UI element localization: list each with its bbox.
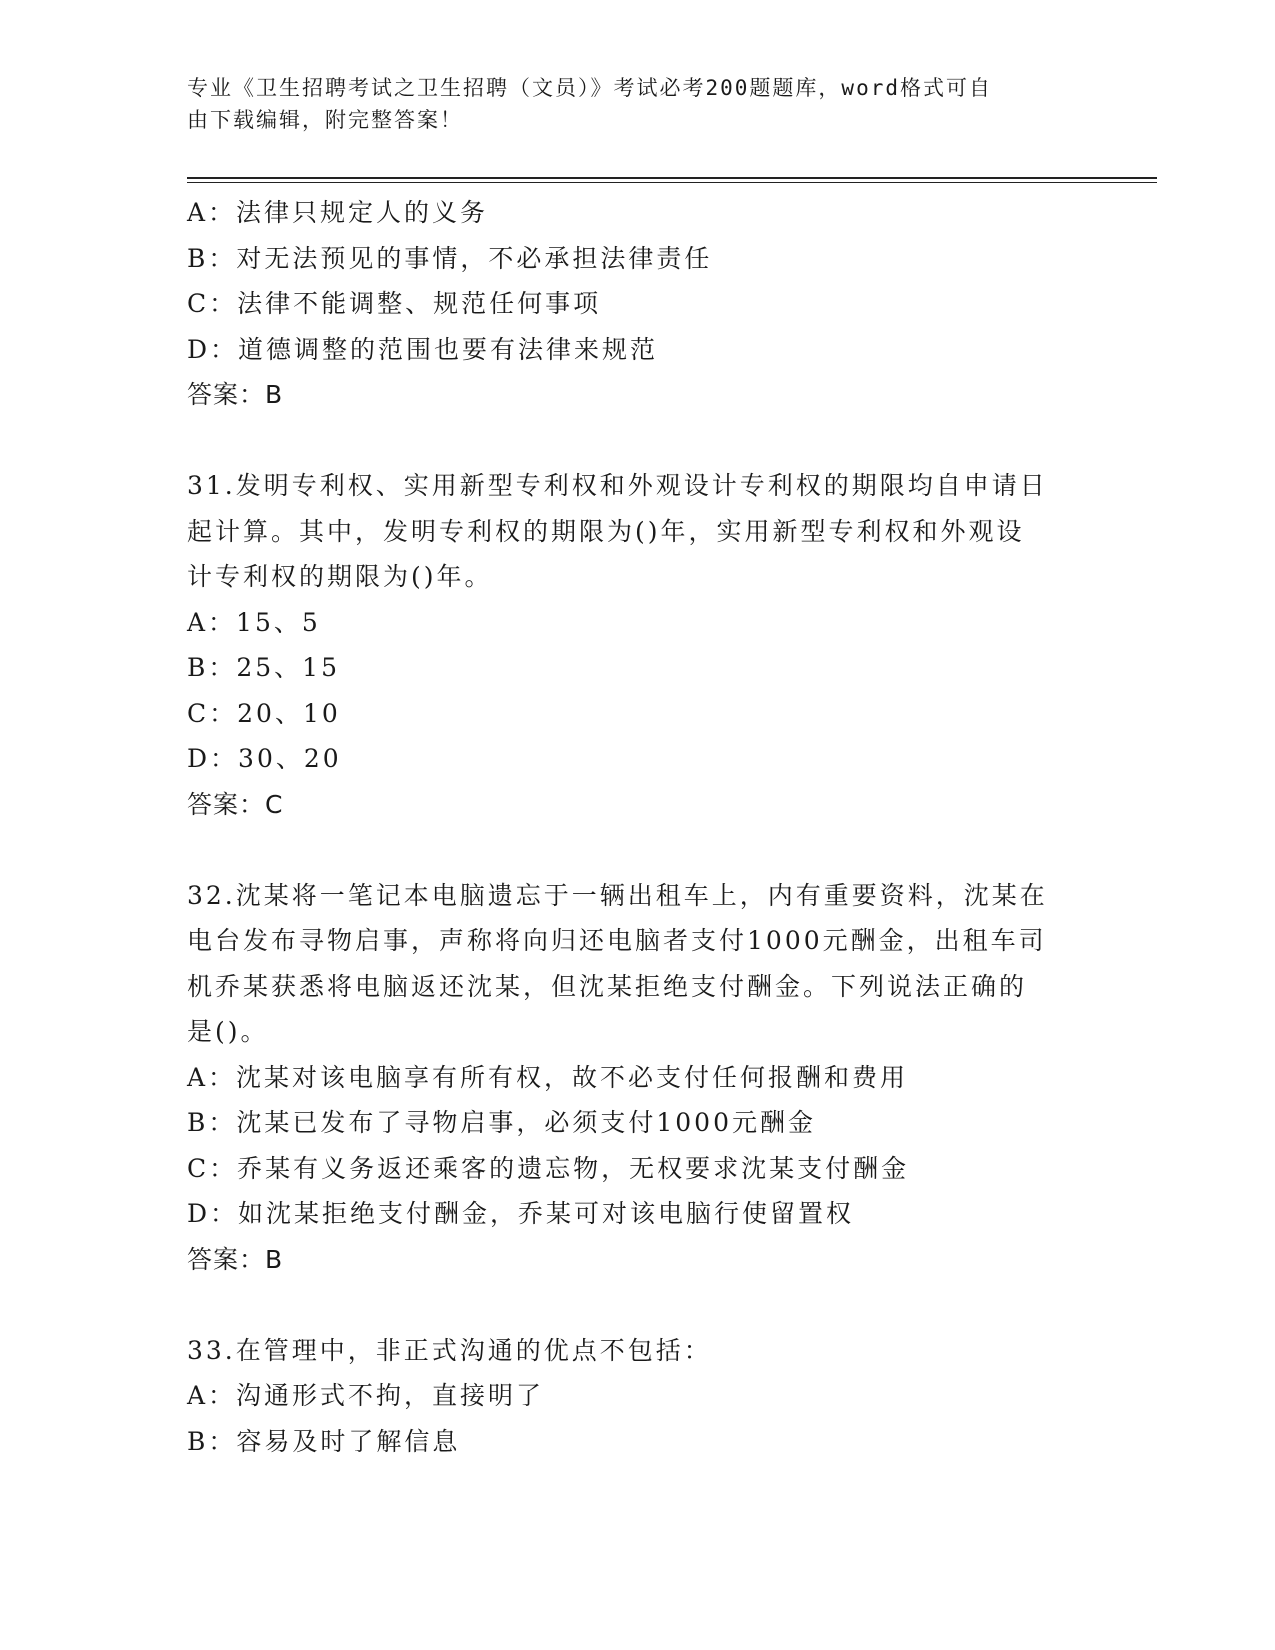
option-c: C：20、10 xyxy=(187,698,341,728)
header-line-2: 由下载编辑，附完整答案！ xyxy=(187,108,463,132)
stem-line: 计专利权的期限为()年。 xyxy=(187,562,493,591)
option-a: A：15、5 xyxy=(187,607,321,637)
stem-line: 是()。 xyxy=(187,1017,269,1046)
option-c: C：乔某有义务返还乘客的遗忘物，无权要求沈某支付酬金 xyxy=(187,1153,910,1183)
option-a: A：法律只规定人的义务 xyxy=(187,198,489,227)
question-stem xyxy=(187,463,1087,600)
question-33 xyxy=(187,1328,1087,1465)
option-a: A：沟通形式不拘，直接明了 xyxy=(187,1381,545,1410)
question-stem xyxy=(187,873,1087,1055)
option-b: B：容易及时了解信息 xyxy=(187,1426,461,1456)
option-b: B：对无法预见的事情，不必承担法律责任 xyxy=(187,243,713,273)
stem-line: 31.发明专利权、实用新型专利权和外观设计专利权的期限均自申请日 xyxy=(187,471,1048,500)
stem-line: 机乔某获悉将电脑返还沈某，但沈某拒绝支付酬金。下列说法正确的 xyxy=(187,971,1028,1001)
question-list xyxy=(187,190,1087,1464)
answer-line: 答案：C xyxy=(187,789,284,819)
stem-line: 电台发布寻物启事，声称将向归还电脑者支付1000元酬金，出租车司 xyxy=(187,926,1047,955)
stem-line: 起计算。其中，发明专利权的期限为()年，实用新型专利权和外观设 xyxy=(187,516,1025,546)
option-a: A：沈某对该电脑享有所有权，故不必支付任何报酬和费用 xyxy=(187,1062,909,1092)
header-divider-thin xyxy=(187,182,1157,183)
spacer xyxy=(187,1282,1087,1328)
header-divider-thick xyxy=(187,177,1157,179)
question-31 xyxy=(187,463,1087,827)
spacer xyxy=(187,827,1087,873)
option-d: D：道德调整的范围也要有法律来规范 xyxy=(187,334,659,364)
question-30-continued xyxy=(187,190,1087,418)
option-b: B：沈某已发布了寻物启事，必须支付1000元酬金 xyxy=(187,1108,816,1137)
option-b: B：25、15 xyxy=(187,653,340,682)
stem-line: 32.沈某将一笔记本电脑遗忘于一辆出租车上，内有重要资料，沈某在 xyxy=(187,880,1048,910)
header-line-1: 专业《卫生招聘考试之卫生招聘（文员）》考试必考200题题库，word格式可自 xyxy=(187,76,992,100)
option-d: D：如沈某拒绝支付酬金，乔某可对该电脑行使留置权 xyxy=(187,1199,855,1228)
question-32 xyxy=(187,873,1087,1283)
answer-line: 答案：B xyxy=(187,1244,284,1274)
option-d: D：30、20 xyxy=(187,744,342,773)
spacer xyxy=(187,418,1087,464)
stem-line: 33.在管理中，非正式沟通的优点不包括： xyxy=(187,1335,712,1365)
document-header xyxy=(187,72,1067,136)
option-c: C：法律不能调整、规范任何事项 xyxy=(187,289,602,318)
question-stem xyxy=(187,1328,1087,1374)
answer-line: 答案：B xyxy=(187,380,284,409)
